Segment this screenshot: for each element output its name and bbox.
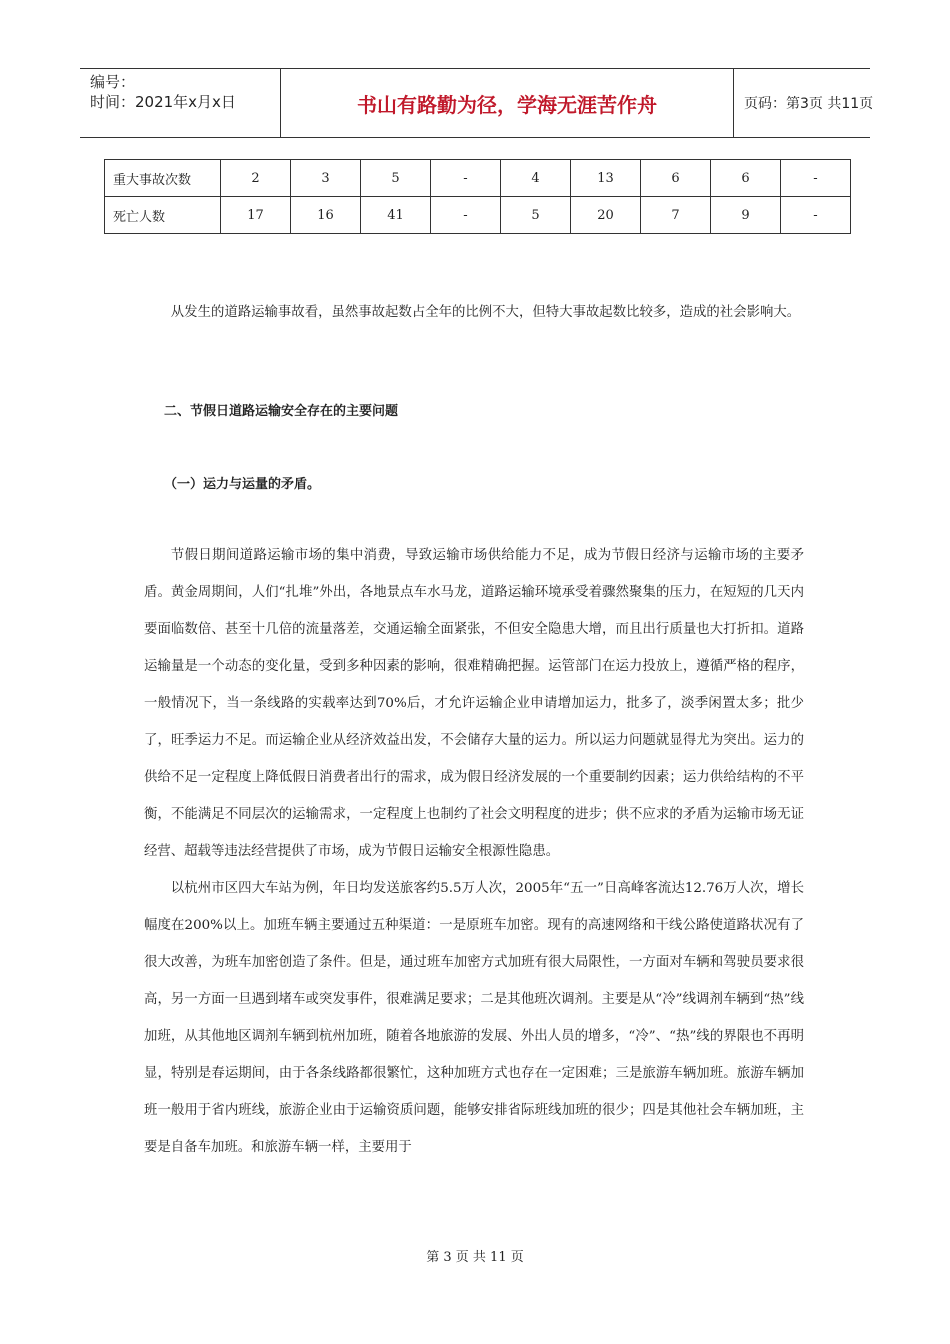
paragraph-hangzhou-example: 以杭州市区四大车站为例，年日均发送旅客约5.5万人次，2005年“五一”日高峰客流达12.76万人次，增长幅度在200%以上。加班车辆主要通过五种渠道：一是原班车加密。现有的高速网络和干线公路使道路状况有了很大改善，为班车加密创造了条件。但是，通过班车加密方式加班有很大局限性，一方面对车辆和驾驶员要求很高，另一方面一旦遇到堵车或突发事件，很难满足要求；二是其他班次调剂。主要是从“冷”线调剂车辆到“热”线加班，从其他地区调剂车辆到杭州加班，随着各地旅游的发展、外出人员的增多，“冷”、“热”线的界限也不再明显，特别是春运期间，由于各条线路都很繁忙，这种加班方式也存在一定困难；三是旅游车辆加班。旅游车辆加班一般用于省内班线，旅游企业由于运输资质问题，能够安排省际班线加班的很少；四是其他社会车辆加班，主要是自备车加班。和旅游车辆一样，主要用于 xyxy=(144,881,804,1155)
subsection-heading: （一）运力与运量的矛盾。 xyxy=(164,477,321,492)
row-label: 死亡人数 xyxy=(105,197,221,234)
table-cell: 6 xyxy=(711,160,781,197)
table-cell: 20 xyxy=(571,197,641,234)
paragraph-capacity: 节假日期间道路运输市场的集中消费，导致运输市场供给能力不足，成为节假日经济与运输市场的主要矛盾。黄金周期间，人们“扎堆”外出，各地景点车水马龙，道路运输环境承受着骤然聚集的压力，在短短的几天内要面临数倍、甚至十几倍的流量落差，交通运输全面紧张，不但安全隐患大增，而且出行质量也大打折扣。道路运输量是一个动态的变化量，受到多种因素的影响，很难精确把握。运管部门在运力投放上，遵循严格的程序，一般情况下，当一条线路的实载率达到70%后，才允许运输企业申请增加运力，批多了，淡季闲置太多；批少了，旺季运力不足。而运输企业从经济效益出发，不会储存大量的运力。所以运力问题就显得尤为突出。运力的供给不足一定程度上降低假日消费者出行的需求，成为假日经济发展的一个重要制约因素；运力供给结构的不平衡，不能满足不同层次的运输需求，一定程度上也制约了社会文明程度的进步；供不应求的矛盾为运输市场无证经营、超载等违法经营提供了市场，成为节假日运输安全根源性隐患。 xyxy=(144,548,804,859)
header-page-cell xyxy=(734,69,874,137)
table-row xyxy=(105,160,851,197)
table-cell: - xyxy=(781,160,851,197)
table-cell: 5 xyxy=(361,160,431,197)
header-meta-cell xyxy=(80,69,281,137)
table-cell: 2 xyxy=(221,160,291,197)
table-cell: 5 xyxy=(501,197,571,234)
page-code: 页码：第3页 共11页 xyxy=(744,96,874,112)
section-heading: 二、节假日道路运输安全存在的主要问题 xyxy=(164,404,399,419)
table-cell: - xyxy=(781,197,851,234)
table-cell: - xyxy=(431,160,501,197)
document-id-label: 编号： xyxy=(90,73,136,91)
document-header xyxy=(80,68,874,138)
table-cell: - xyxy=(431,197,501,234)
table-cell: 16 xyxy=(291,197,361,234)
table-row xyxy=(105,197,851,234)
motto-text: 书山有路勤为径，学海无涯苦作舟 xyxy=(357,92,657,117)
table-cell: 9 xyxy=(711,197,781,234)
page-footer: 第 3 页 共 11 页 xyxy=(426,1250,524,1265)
body-text-block xyxy=(144,537,804,1166)
row-label: 重大事故次数 xyxy=(105,160,221,197)
document-time-label: 时间：2021年x月x日 xyxy=(90,93,236,111)
table-cell: 17 xyxy=(221,197,291,234)
accident-stats-table xyxy=(104,159,851,234)
table-cell: 6 xyxy=(641,160,711,197)
table-cell: 3 xyxy=(291,160,361,197)
paragraph-summary: 从发生的道路运输事故看，虽然事故起数占全年的比例不大，但特大事故起数比较多，造成的社会影响大。 xyxy=(170,305,801,320)
paragraph-summary-block xyxy=(144,294,804,331)
table-cell: 7 xyxy=(641,197,711,234)
table-cell: 4 xyxy=(501,160,571,197)
table-cell: 13 xyxy=(571,160,641,197)
header-motto-cell xyxy=(281,69,734,137)
table-cell: 41 xyxy=(361,197,431,234)
